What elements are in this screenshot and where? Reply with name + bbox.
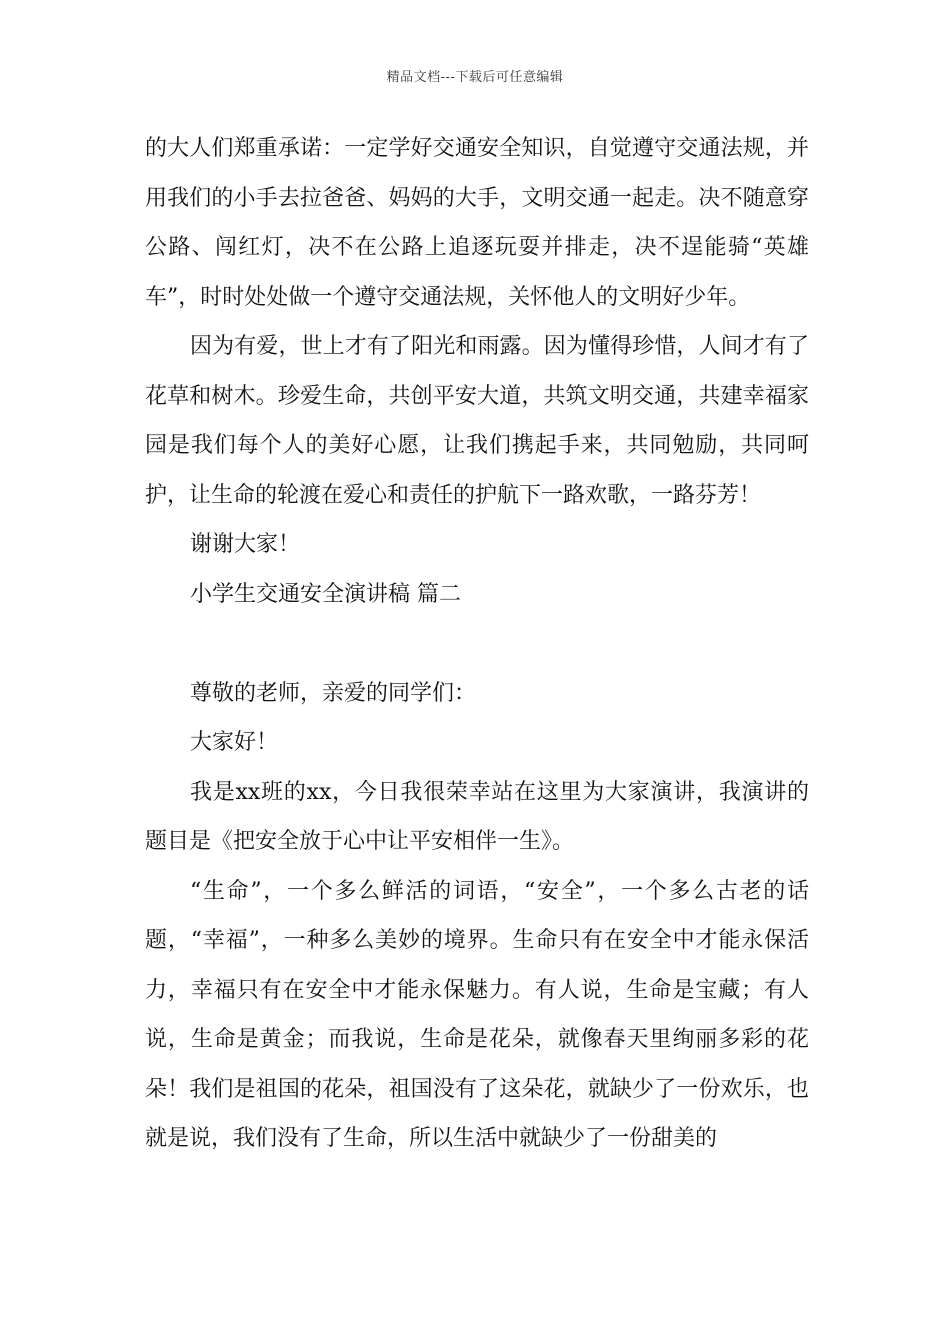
document-body: [145, 124, 809, 1164]
paragraph-love: 因为有爱，世上才有了阳光和雨露。因为懂得珍惜，人间才有了花草和树木。珍爱生命，共创平安大道，共筑文明交通，共建幸福家园是我们每个人的美好心愿，让我们携起手来，共同勉励，共同呵护，让生命的轮渡在爱心和责任的护航下一路欢歌，一路芬芳！: [145, 334, 809, 508]
paragraph-intro: 我是xx班的xx，今日我很荣幸站在这里为大家演讲，我演讲的题目是《把安全放于心中让平安相伴一生》。: [145, 779, 809, 854]
paragraph-thanks: 谢谢大家！: [190, 532, 301, 557]
page-header: 精品文档---下载后可任意编辑: [386, 70, 564, 85]
paragraph-continuation: 的大人们郑重承诺：一定学好交通安全知识，自觉遵守交通法规，并用我们的小手去拉爸爸、妈妈的大手，文明交通一起走。决不随意穿公路、闯红灯，决不在公路上追逐玩耍并排走，决不逞能骑“英雄车”，时时处处做一个遵守交通法规，关怀他人的文明好少年。: [145, 136, 809, 310]
section-title: 小学生交通安全演讲稿 篇二: [190, 581, 461, 607]
section-gap: [145, 619, 809, 669]
paragraph-greeting: 大家好！: [190, 730, 279, 755]
paragraph-life: “生命”，一个多么鲜活的词语，“安全”，一个多么古老的话题，“幸福”，一种多么美妙的境界。生命只有在安全中才能永保活力，幸福只有在安全中才能永保魅力。有人说，生命是宝藏；有人说，生命是黄金；而我说，生命是花朵，就像春天里绚丽多彩的花朵！我们是祖国的花朵，祖国没有了这朵花，就缺少了一份欢乐，也就是说，我们没有了生命，所以生活中就缺少了一份甜美的: [145, 878, 809, 1151]
paragraph-salutation: 尊敬的老师，亲爱的同学们：: [190, 680, 477, 706]
